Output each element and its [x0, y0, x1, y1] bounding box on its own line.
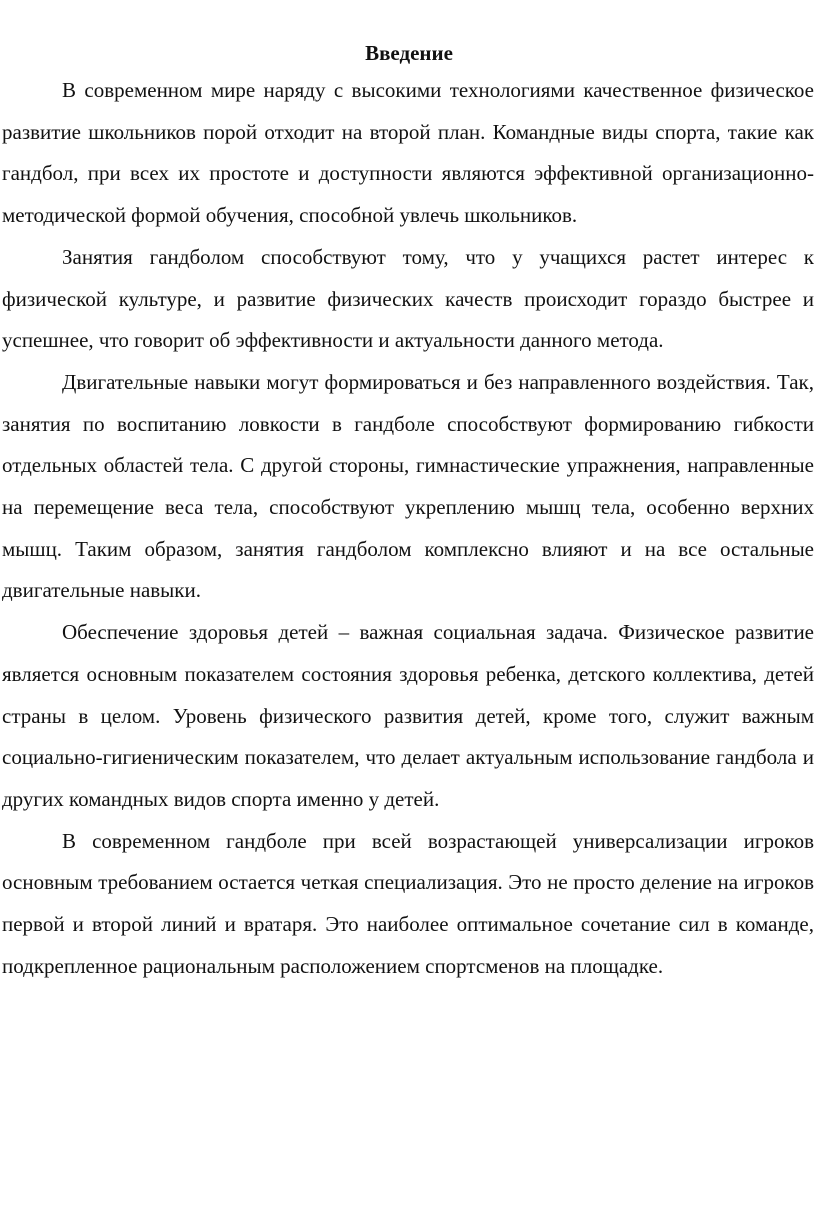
- paragraph-1: В современном мире наряду с высокими технологиями качественное физическое развитие школьников порой отходит на второй план. Командные виды спорта, такие как гандбол, при всех их простоте и доступности являются эффективной организационно-методической формой обучения, способной увлечь школьников.: [2, 78, 814, 228]
- paragraph-3: Двигательные навыки могут формироваться и без направленного воздействия. Так, занятия по воспитанию ловкости в гандболе способствуют формированию гибкости отдельных областей тела. С другой стороны, гимнастические упражнения, направленные на перемещение веса тела, способствуют укреплению мышц тела, особенно верхних мышц. Таким образом, занятия гандболом комплексно влияют и на все остальные двигательные навыки.: [2, 369, 814, 603]
- paragraph-2: Занятия гандболом способствуют тому, что у учащихся растет интерес к физической культуре, и развитие физических качеств происходит гораздо быстрее и успешнее, что говорит об эффективности и актуальности данного метода.: [2, 244, 814, 353]
- paragraph-4: Обеспечение здоровья детей – важная социальная задача. Физическое развитие является основным показателем состояния здоровья ребенка, детского коллектива, детей страны в целом. Уровень физического развития детей, кроме того, служит важным социально-гигиеническим показателем, что делает актуальным использование гандбола и других командных видов спорта именно у детей.: [2, 620, 814, 811]
- document-title: Введение: [365, 41, 453, 65]
- paragraph-5: В современном гандболе при всей возрастающей универсализации игроков основным требованием остается четкая специализация. Это не просто деление на игроков первой и второй линий и вратаря. Это наиболее оптимальное сочетание сил в команде, подкрепленное рациональным расположением спортсменов на площадке.: [2, 828, 814, 978]
